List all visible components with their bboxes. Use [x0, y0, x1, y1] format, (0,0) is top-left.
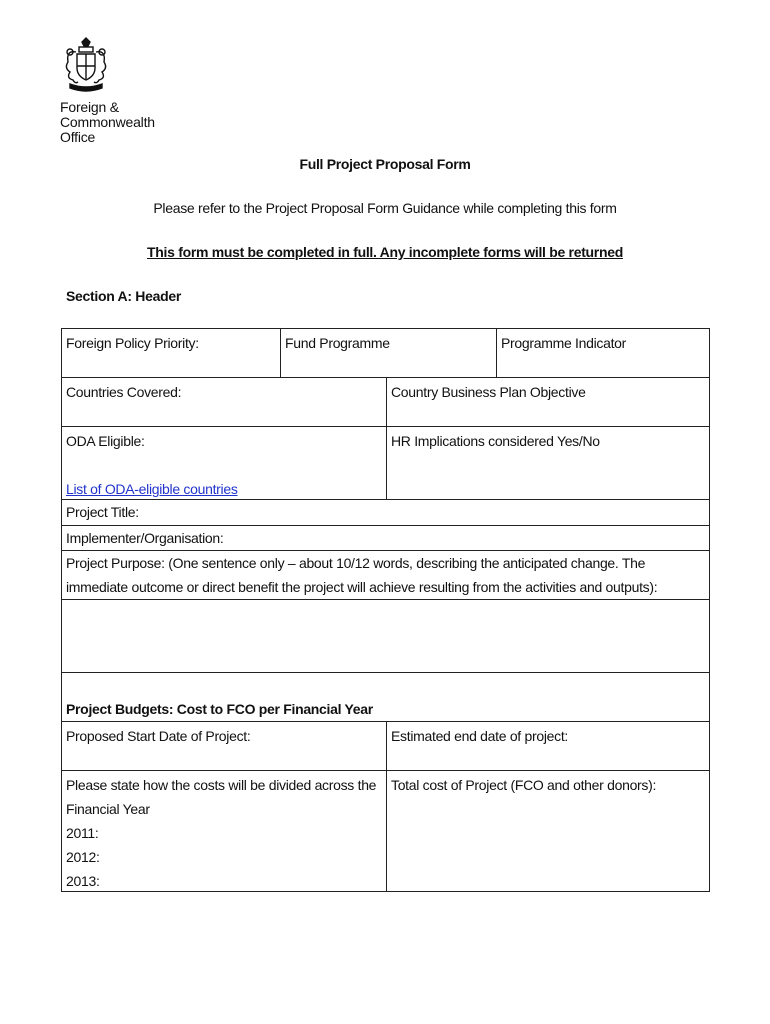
guidance-text: Please refer to the Project Proposal Form Guidance while completing this form	[153, 200, 617, 216]
estimated-end-date-field[interactable]	[386, 722, 709, 770]
project-budgets-heading: Project Budgets: Cost to FCO per Financial Year	[66, 701, 373, 717]
countries-covered-field[interactable]	[62, 378, 386, 426]
fund-programme-field[interactable]	[280, 329, 496, 377]
costs-division-field[interactable]	[62, 771, 386, 891]
estimated-end-date-label: Estimated end date of project:	[391, 728, 568, 744]
completion-warning: This form must be completed in full. Any incomplete forms will be returned	[147, 244, 623, 260]
proposed-start-date-field[interactable]	[62, 722, 386, 770]
costs-division-label: Please state how the costs will be divided across the Financial Year	[66, 777, 377, 817]
project-title-field[interactable]	[62, 500, 709, 525]
year-2012-label: 2012:	[66, 849, 100, 865]
royal-coat-of-arms-icon	[60, 36, 112, 94]
project-purpose-label: Project Purpose: (One sentence only – about 10/12 words, describing the anticipated change. The immediate outcome or direct benefit the project will achieve resulting from the activities and outputs):	[66, 555, 658, 595]
project-proposal-form	[61, 328, 710, 892]
organisation-name-line: Office	[60, 129, 96, 145]
form-row	[61, 329, 710, 378]
form-row	[61, 551, 710, 600]
organisation-name-line: Foreign &	[60, 99, 119, 115]
foreign-policy-priority-field[interactable]	[62, 329, 280, 377]
hr-implications-field[interactable]	[386, 427, 709, 499]
year-2011-label: 2011:	[66, 825, 99, 841]
form-row	[61, 722, 710, 771]
project-title-label: Project Title:	[66, 504, 139, 520]
country-business-plan-objective-field[interactable]	[386, 378, 709, 426]
foreign-policy-priority-label: Foreign Policy Priority:	[66, 335, 199, 351]
form-row	[61, 378, 710, 427]
form-title: Full Project Proposal Form	[299, 156, 471, 172]
organisation-name	[60, 100, 160, 145]
total-cost-field[interactable]	[386, 771, 709, 891]
programme-indicator-field[interactable]	[496, 329, 709, 377]
countries-covered-label: Countries Covered:	[66, 384, 182, 400]
implementer-field[interactable]	[62, 526, 709, 550]
section-a-title: Section A: Header	[66, 288, 181, 304]
form-row	[61, 427, 710, 500]
form-row	[61, 600, 710, 673]
hr-implications-label: HR Implications considered Yes/No	[391, 433, 600, 449]
year-2013-label: 2013:	[66, 873, 100, 889]
country-business-plan-objective-label: Country Business Plan Objective	[391, 384, 586, 400]
proposed-start-date-label: Proposed Start Date of Project:	[66, 728, 251, 744]
project-purpose-input[interactable]	[62, 600, 709, 672]
organisation-name-line: Commonwealth	[60, 114, 155, 130]
fco-logo	[60, 36, 160, 145]
total-cost-label: Total cost of Project (FCO and other donors):	[391, 777, 657, 793]
project-budgets-heading-cell	[62, 673, 709, 721]
form-row	[61, 526, 710, 551]
form-row	[61, 673, 710, 722]
oda-eligible-label: ODA Eligible:	[66, 433, 145, 449]
form-row	[61, 771, 710, 892]
project-purpose-field[interactable]	[62, 551, 709, 599]
fund-programme-label: Fund Programme	[285, 335, 390, 351]
oda-eligible-field[interactable]	[62, 427, 386, 499]
programme-indicator-label: Programme Indicator	[501, 335, 627, 351]
oda-eligible-countries-link[interactable]: List of ODA-eligible countries	[66, 481, 238, 497]
implementer-label: Implementer/Organisation:	[66, 530, 224, 546]
form-row	[61, 500, 710, 526]
